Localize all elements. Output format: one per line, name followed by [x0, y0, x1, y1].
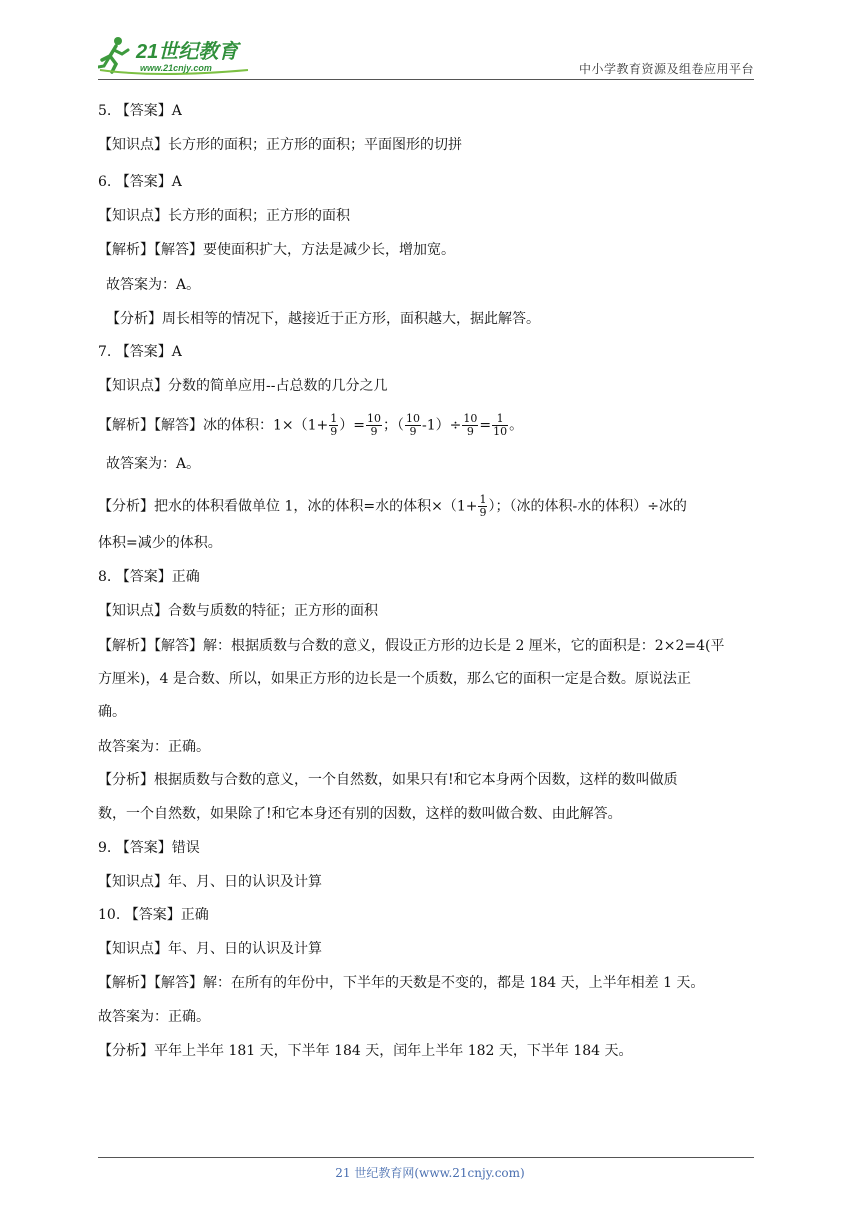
fraction: $\frac{1}{9}$	[330, 412, 338, 438]
knowledge-point-6: 【知识点】长方形的面积；正方形的面积	[98, 208, 350, 224]
knowledge-point-8: 【知识点】合数与质数的特征；正方形的面积	[98, 603, 378, 619]
fraction: $\frac{1}{10}$	[493, 412, 508, 438]
answer-5: 5. 【答案】A	[98, 103, 182, 119]
fraction: $\frac{10}{9}$	[463, 412, 478, 438]
reasoning-7: 【分析】把水的体积看做单位 1，冰的体积=水的体积×（1+ $\frac{1}{9}$ ）；（冰的体积-水的体积）÷冰的	[98, 493, 687, 519]
conclusion-10: 故答案为：正确。	[98, 1009, 210, 1025]
analysis-8-end: 确。	[98, 704, 126, 720]
answer-10: 10. 【答案】正确	[98, 907, 209, 923]
conclusion-8: 故答案为：正确。	[98, 739, 210, 755]
fraction: $\frac{10}{9}$	[406, 412, 421, 438]
analysis-10: 【解析】【解答】解：在所有的年份中，下半年的天数是不变的，都是 184 天，上半年相差 1 天。	[98, 975, 705, 991]
fraction: $\frac{10}{9}$	[367, 412, 382, 438]
header-site-slogan: 中小学教育资源及组卷应用平台	[578, 62, 754, 76]
conclusion-6: 故答案为：A。	[106, 277, 201, 293]
fraction: $\frac{1}{9}$	[479, 493, 487, 519]
footer-link[interactable]: 21 世纪教育网(www.21cnjy.com)	[335, 1166, 525, 1180]
logo-url: www.21cnjy.com	[140, 63, 212, 73]
reasoning-10: 【分析】平年上半年 181 天，下半年 184 天，闰年上半年 182 天，下半年 184 天。	[98, 1043, 633, 1059]
answer-9: 9. 【答案】错误	[98, 840, 200, 856]
reasoning-7-cont: 体积=减少的体积。	[98, 535, 222, 551]
reasoning-8-cont: 数，一个自然数，如果除了!和它本身还有别的因数，这样的数叫做合数、由此解答。	[98, 806, 622, 822]
footer-divider	[98, 1157, 754, 1158]
header-divider	[98, 79, 754, 80]
knowledge-point-7: 【知识点】分数的简单应用--占总数的几分之几	[98, 378, 388, 394]
knowledge-point-9: 【知识点】年、月、日的认识及计算	[98, 874, 322, 890]
logo-text: 21世纪教育	[136, 41, 239, 63]
conclusion-7: 故答案为：A。	[106, 456, 201, 472]
logo	[98, 34, 268, 76]
reasoning-8: 【分析】根据质数与合数的意义，一个自然数，如果只有!和它本身两个因数，这样的数叫做质	[98, 772, 678, 788]
answer-8: 8. 【答案】正确	[98, 569, 200, 585]
page-header	[98, 30, 754, 80]
answer-6: 6. 【答案】A	[98, 174, 182, 190]
analysis-6: 【解析】【解答】要使面积扩大，方法是减少长，增加宽。	[98, 242, 455, 258]
analysis-8-cont: 方厘米)，4 是合数、所以，如果正方形的边长是一个质数，那么它的面积一定是合数。原说法正	[98, 671, 691, 687]
reasoning-6: 【分析】周长相等的情况下，越接近于正方形，面积越大，据此解答。	[106, 311, 540, 327]
knowledge-point-5: 【知识点】长方形的面积；正方形的面积；平面图形的切拼	[98, 137, 462, 153]
analysis-7: 【解析】【解答】冰的体积：1×（1+ $\frac{1}{9}$ ）= $\frac{10}{9}$ ；（ $\frac{10}{9}$ -1）÷ $\frac{10}{9}$ = $\frac{1}{10}$ 。	[98, 412, 524, 438]
analysis-8: 【解析】【解答】解：根据质数与合数的意义，假设正方形的边长是 2 厘米，它的面积是：2×2=4(平	[98, 638, 725, 654]
knowledge-point-10: 【知识点】年、月、日的认识及计算	[98, 941, 322, 957]
answer-7: 7. 【答案】A	[98, 344, 182, 360]
